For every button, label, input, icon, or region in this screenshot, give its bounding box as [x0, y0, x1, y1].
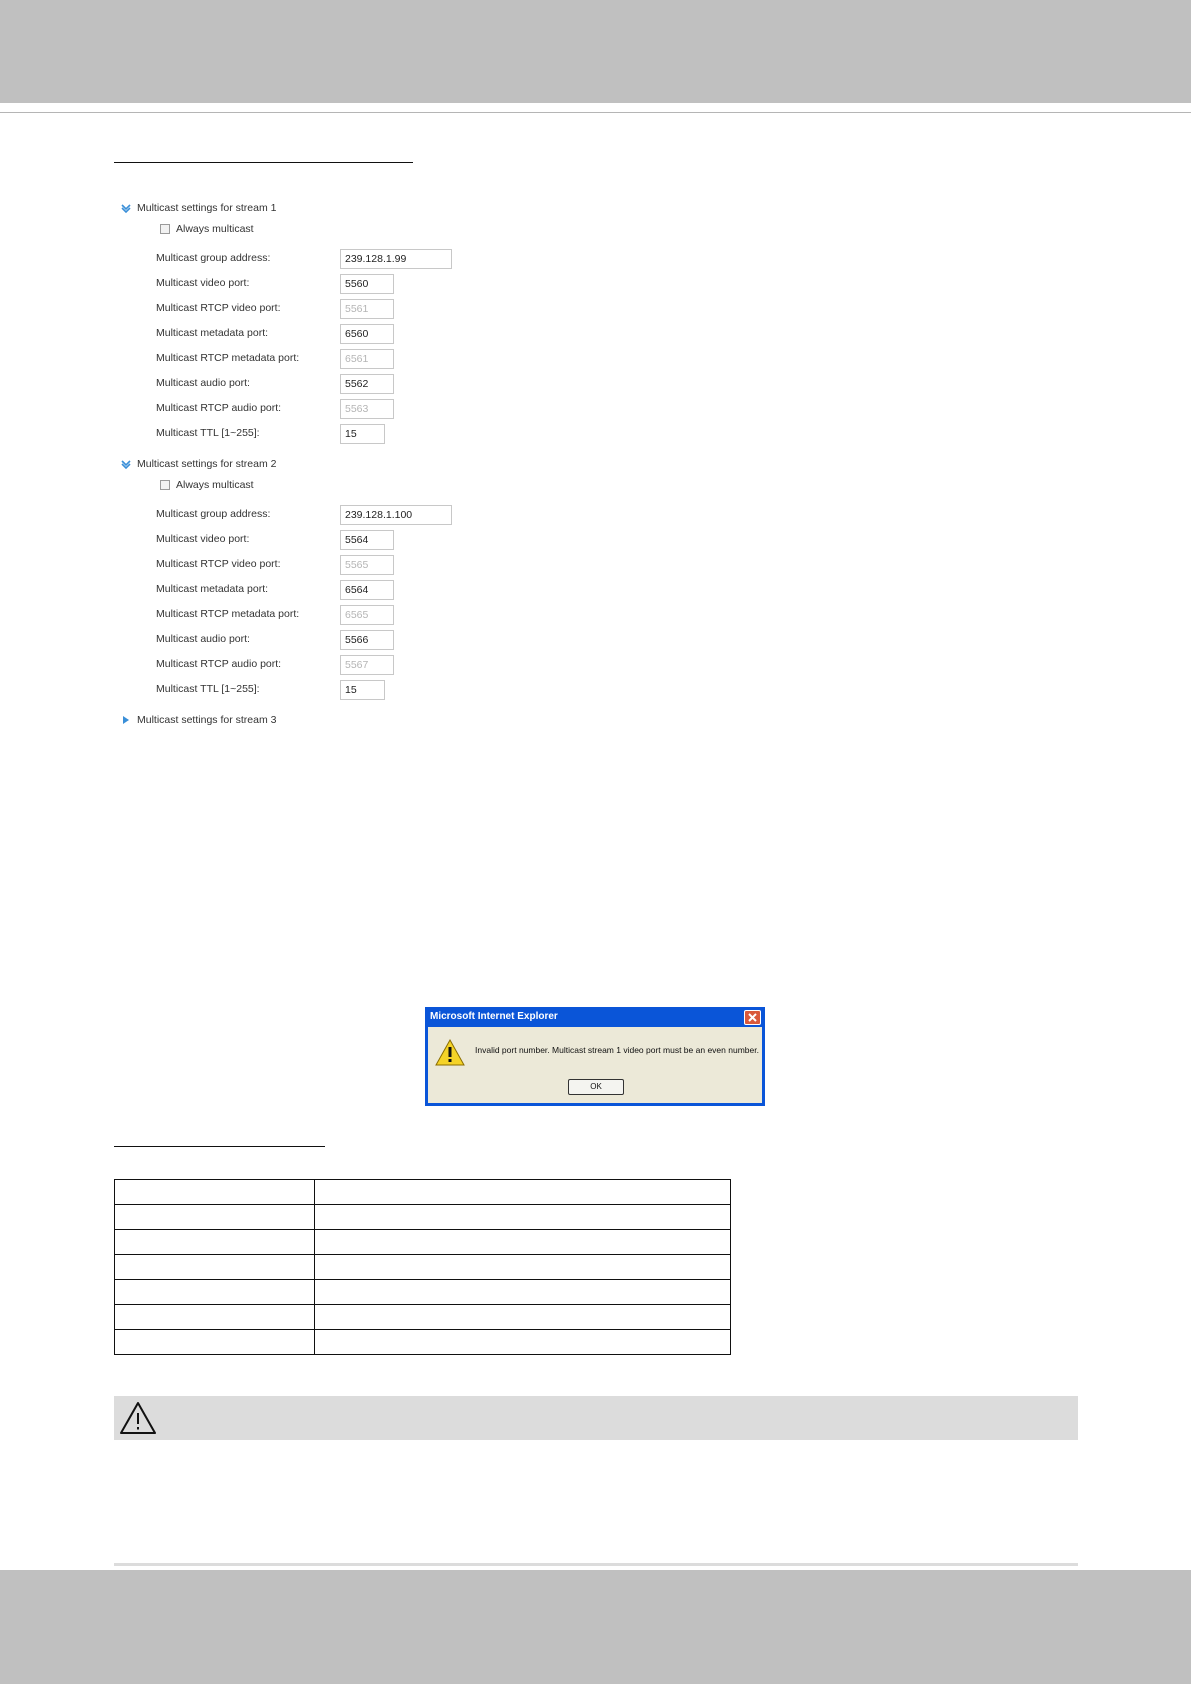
- header-divider: [0, 112, 1191, 113]
- field-label: Multicast video port:: [156, 277, 250, 289]
- field-input: 5561: [340, 299, 394, 319]
- stream1-section-header[interactable]: [119, 202, 276, 214]
- ok-button[interactable]: OK: [568, 1079, 624, 1095]
- field-label: Multicast RTCP audio port:: [156, 402, 282, 414]
- field-input: 6561: [340, 349, 394, 369]
- always-multicast-checkbox[interactable]: [160, 480, 170, 490]
- info-table: [114, 1179, 731, 1355]
- stream3-section-header[interactable]: [119, 714, 276, 726]
- field-input[interactable]: 5562: [340, 374, 394, 394]
- table-title-rule: [114, 1146, 325, 1147]
- table-cell: [315, 1230, 731, 1255]
- page-header-band: [0, 0, 1191, 103]
- field-input[interactable]: 239.128.1.100: [340, 505, 452, 525]
- section-header-label: Multicast settings for stream 1: [137, 202, 277, 214]
- field-label: Multicast audio port:: [156, 633, 250, 645]
- table-cell: [115, 1205, 315, 1230]
- field-input: 5567: [340, 655, 394, 675]
- section-header-label: Multicast settings for stream 2: [137, 458, 277, 470]
- chevron-down-icon[interactable]: [119, 203, 133, 213]
- field-input: 5565: [340, 555, 394, 575]
- table-cell: [315, 1255, 731, 1280]
- table-cell: [315, 1280, 731, 1305]
- table-row: [115, 1230, 731, 1255]
- table-cell: [315, 1180, 731, 1205]
- dialog-message: Invalid port number. Multicast stream 1 video port must be an even number.: [475, 1045, 759, 1055]
- table-cell: [115, 1180, 315, 1205]
- field-label: Multicast RTCP video port:: [156, 302, 281, 314]
- field-input[interactable]: 15: [340, 680, 385, 700]
- dialog-body: [428, 1027, 762, 1103]
- table-row: [115, 1305, 731, 1330]
- page-footer-band: [0, 1570, 1191, 1684]
- section-header-label: Multicast settings for stream 3: [137, 714, 277, 726]
- field-input[interactable]: 5566: [340, 630, 394, 650]
- always-multicast-checkbox[interactable]: [160, 224, 170, 234]
- field-label: Multicast TTL [1~255]:: [156, 683, 260, 695]
- field-label: Multicast group address:: [156, 508, 271, 520]
- table-cell: [115, 1255, 315, 1280]
- dialog-title: Microsoft Internet Explorer: [430, 1011, 558, 1022]
- always-multicast-checkbox-row[interactable]: [160, 479, 254, 491]
- field-input[interactable]: 5560: [340, 274, 394, 294]
- caution-icon: [118, 1400, 158, 1441]
- chevron-down-icon[interactable]: [119, 459, 133, 469]
- field-input[interactable]: 6564: [340, 580, 394, 600]
- warning-icon: [435, 1039, 465, 1071]
- field-label: Multicast audio port:: [156, 377, 250, 389]
- field-input: 5563: [340, 399, 394, 419]
- always-multicast-checkbox-row[interactable]: [160, 223, 254, 235]
- caution-bar: [114, 1396, 1078, 1440]
- field-input[interactable]: 15: [340, 424, 385, 444]
- field-input[interactable]: 5564: [340, 530, 394, 550]
- field-input: 6565: [340, 605, 394, 625]
- section-title-rule: [114, 162, 413, 163]
- table-cell: [115, 1305, 315, 1330]
- field-label: Multicast RTCP metadata port:: [156, 352, 300, 364]
- field-label: Multicast RTCP metadata port:: [156, 608, 300, 620]
- field-input[interactable]: 239.128.1.99: [340, 249, 452, 269]
- table-row: [115, 1180, 731, 1205]
- footer-divider: [114, 1563, 1078, 1566]
- always-multicast-label: Always multicast: [176, 223, 254, 235]
- table-row: [115, 1205, 731, 1230]
- field-label: Multicast group address:: [156, 252, 271, 264]
- table-cell: [115, 1330, 315, 1355]
- table-row: [115, 1280, 731, 1305]
- field-label: Multicast RTCP video port:: [156, 558, 281, 570]
- close-icon[interactable]: [744, 1010, 761, 1025]
- table-cell: [315, 1305, 731, 1330]
- table-row: [115, 1330, 731, 1355]
- table-cell: [115, 1280, 315, 1305]
- stream2-section-header[interactable]: [119, 458, 276, 470]
- always-multicast-label: Always multicast: [176, 479, 254, 491]
- field-label: Multicast metadata port:: [156, 327, 269, 339]
- table-cell: [115, 1230, 315, 1255]
- field-label: Multicast video port:: [156, 533, 250, 545]
- ie-alert-dialog: [425, 1007, 765, 1106]
- table-cell: [315, 1205, 731, 1230]
- table-row: [115, 1255, 731, 1280]
- field-label: Multicast metadata port:: [156, 583, 269, 595]
- field-input[interactable]: 6560: [340, 324, 394, 344]
- field-label: Multicast TTL [1~255]:: [156, 427, 260, 439]
- triangle-right-icon[interactable]: [119, 715, 133, 725]
- field-label: Multicast RTCP audio port:: [156, 658, 282, 670]
- table-cell: [315, 1330, 731, 1355]
